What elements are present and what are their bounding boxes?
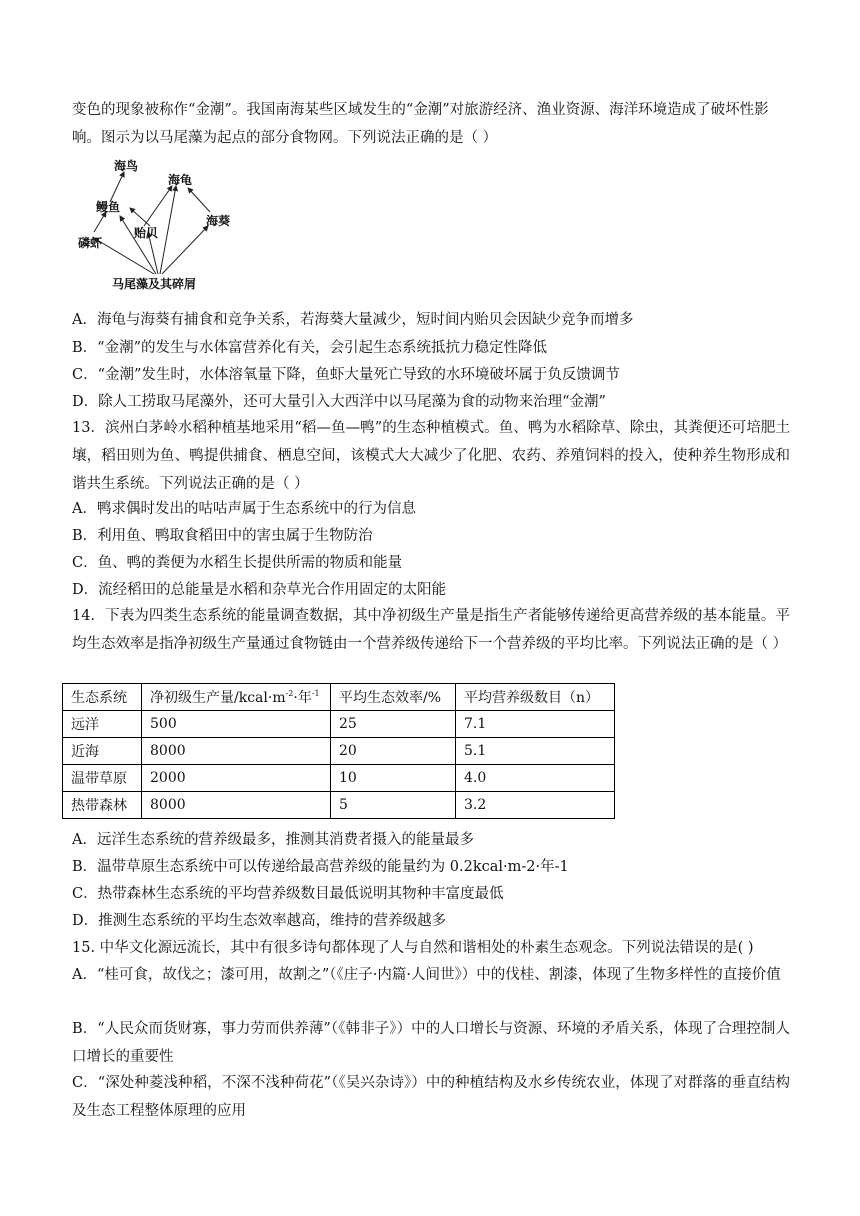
table-cell: 20 <box>331 738 456 765</box>
q12-stem-line2: 响。图示为以马尾藻为起点的部分食物网。下列说法正确的是（ ） <box>72 130 498 146</box>
table-cell: 5 <box>331 792 456 819</box>
table-cell: 500 <box>142 711 331 738</box>
node-eel: 鳗鱼 <box>96 200 121 214</box>
food-web-diagram <box>72 150 242 300</box>
q13-option-a: A．鸭求偶时发出的咕咕声属于生态系统中的行为信息 <box>72 501 416 517</box>
q15-option-c: C．“深处种菱浅种稻，不深不浅种荷花”（《吴兴杂诗》）中的种植结构及水乡传统农业，体现了对群落的垂直结构及生态工程整体原理的应用 <box>72 1075 790 1119</box>
table-header-cell: 平均营养级数目（n） <box>456 684 615 711</box>
q12-stem-line1: 变色的现象被称作“金潮”。我国南海某些区域发生的“金潮”对旅游经济、渔业资源、海洋环境造成了破坏性影 <box>72 102 769 118</box>
q14-option-c: C．热带森林生态系统的平均营养级数目最低说明其物种丰富度最低 <box>72 886 504 902</box>
q12-option-a: A．海龟与海葵有捕食和竞争关系，若海葵大量减少，短时间内贻贝会因缺少竞争而增多 <box>72 312 634 328</box>
node-mussel: 贻贝 <box>134 226 159 240</box>
node-turtle: 海龟 <box>168 173 193 187</box>
table-cell: 25 <box>331 711 456 738</box>
node-sargassum: 马尾藻及其碎屑 <box>112 277 197 291</box>
q15-stem: 15. 中华文化源远流长，其中有很多诗句都体现了人与自然和谐相处的朴素生态观念。下列说法错误的是( ) <box>72 940 754 956</box>
table-cell: 2000 <box>142 765 331 792</box>
table-row <box>63 792 615 819</box>
table-cell: 8000 <box>142 738 331 765</box>
table-cell: 8000 <box>142 792 331 819</box>
q12-option-d: D．除人工捞取马尾藻外，还可大量引入大西洋中以马尾藻为食的动物来治理“金潮” <box>72 394 606 410</box>
node-seabird: 海鸟 <box>114 159 139 173</box>
table-row <box>63 711 615 738</box>
table-row <box>63 738 615 765</box>
q12-option-c: C．“金潮”发生时，水体溶氧量下降，鱼虾大量死亡导致的水环境破坏属于负反馈调节 <box>72 367 620 383</box>
energy-data-table <box>62 683 615 819</box>
q13-option-d: D．流经稻田的总能量是水稻和杂草光合作用固定的太阳能 <box>72 582 447 598</box>
q15-option-b: B．“人民众而货财寡，事力劳而供养薄”（《韩非子》）中的人口增长与资源、环境的矛盾关系，体现了合理控制人口增长的重要性 <box>72 1021 790 1065</box>
table-cell: 10 <box>331 765 456 792</box>
q14-option-b: B．温带草原生态系统中可以传递给最高营养级的能量约为 0.2kcal·m-2·年-1 <box>72 859 569 875</box>
q14-option-a: A．远洋生态系统的营养级最多，推测其消费者摄入的能量最多 <box>72 832 474 848</box>
table-cell: 5.1 <box>456 738 615 765</box>
q13-stem: 13．滨州白茅岭水稻种植基地采用“稻—鱼—鸭”的生态种植模式。鱼、鸭为水稻除草、除虫，其粪便还可培肥土壤，稻田则为鱼、鸭提供捕食、栖息空间，该模式大大减少了化肥、农药、养殖饲料的投入，使种养生物形成和谐共生系统。下列说法正确的是（ ） <box>72 420 790 492</box>
q14-option-d: D．推测生态系统的平均生态效率越高，维持的营养级越多 <box>72 913 447 929</box>
node-krill: 磷虾 <box>78 236 103 250</box>
table-row <box>63 765 615 792</box>
table-cell: 温带草原 <box>63 765 142 792</box>
table-header-row <box>63 684 615 711</box>
q13-option-b: B．利用鱼、鸭取食稻田中的害虫属于生物防治 <box>72 528 373 544</box>
table-header-cell: 平均生态效率/% <box>331 684 456 711</box>
table-header-cell: 净初级生产量$/kcal\cdot m^{-2}\cdot$年$^{-1}$ <box>142 684 331 711</box>
table-cell: 3.2 <box>456 792 615 819</box>
node-anemone: 海葵 <box>206 214 231 228</box>
table-cell: 近海 <box>63 738 142 765</box>
table-cell: 远洋 <box>63 711 142 738</box>
table-cell: 热带森林 <box>63 792 142 819</box>
q12-option-b: B．“金潮”的发生与水体富营养化有关，会引起生态系统抵抗力稳定性降低 <box>72 340 547 356</box>
q15-option-a: A．“桂可食，故伐之；漆可用，故割之”（《庄子·内篇·人间世》）中的伐桂、割漆，体现了生物多样性的直接价值 <box>72 967 781 983</box>
q13-option-c: C．鱼、鸭的粪便为水稻生长提供所需的物质和能量 <box>72 555 403 571</box>
table-header-cell: 生态系统 <box>63 684 142 711</box>
table-cell: 4.0 <box>456 765 615 792</box>
q14-stem: 14．下表为四类生态系统的能量调查数据，其中净初级生产量是指生产者能够传递给更高营养级的基本能量。平均生态效率是指净初级生产量通过食物链由一个营养级传递给下一个营养级的平均比率。下列说法正确的是（ ） <box>72 608 790 652</box>
table-cell: 7.1 <box>456 711 615 738</box>
